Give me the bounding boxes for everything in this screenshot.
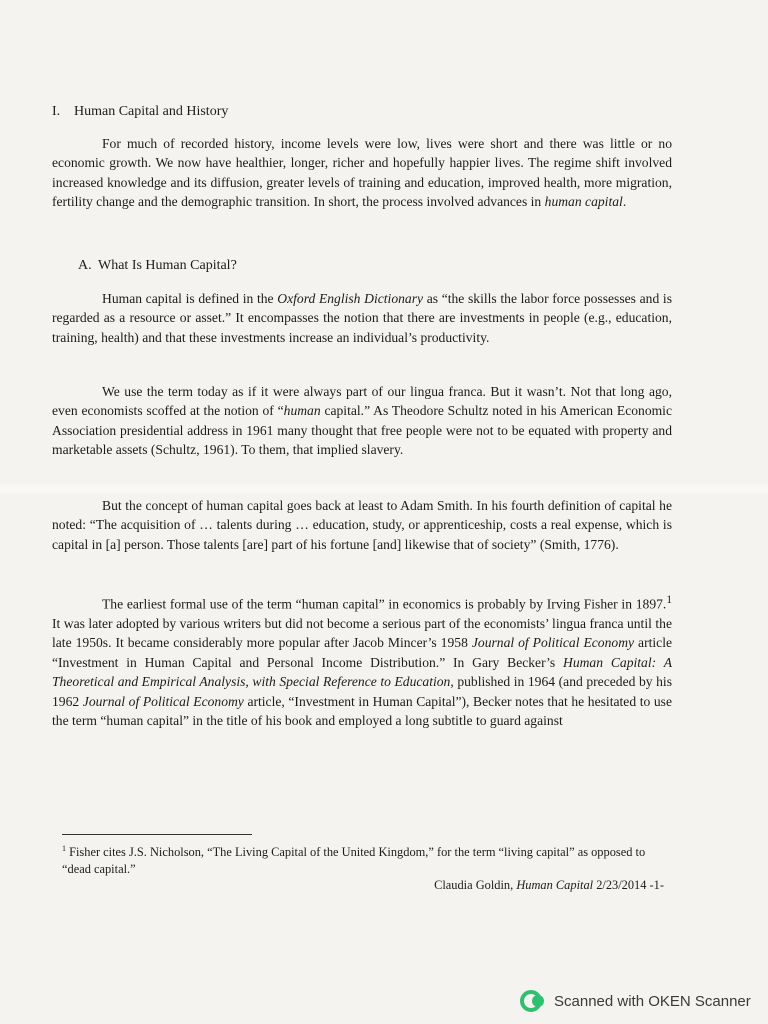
paragraph-2 (52, 289, 672, 347)
paragraph-5-emphasis-3: Journal of Political Economy (82, 693, 244, 709)
footnote-mark: 1 (62, 844, 66, 853)
oken-scanner-logo-icon (520, 990, 546, 1012)
paragraph-1-emphasis: human capital (544, 194, 623, 210)
paragraph-5-emphasis-2: Human Capital: A Theoretical and Empirical Analysis, with Special Reference to Education (52, 654, 672, 690)
footnote (62, 840, 674, 878)
paragraph-5-text-b: It was later adopted by various writers but did not become a serious part of the economists’ lingua franca until the late 1950s. It became considerably more popular after Jacob Mincer’s 1958 (52, 615, 672, 651)
paragraph-2-emphasis: Oxford English Dictionary (277, 291, 424, 306)
paragraph-5-text-e: article, “Investment in Human Capital”), Becker notes that he hesitated to use the term “human capital” in the title of his book and employed a long subtitle to guard against (52, 693, 673, 728)
paragraph-5-text-a: The earliest formal use of the term “human capital” in economics is probably by Irving Fisher in 1897. (102, 596, 667, 612)
paragraph-2-text-a: Human capital is defined in the (102, 291, 278, 306)
footer-title: Human Capital (516, 878, 594, 892)
footer-author: Claudia Goldin, (434, 878, 517, 892)
paragraph-3-text-a: We use the term today as if it were always part of our lingua franca. But it wasn’t. Not that long ago, even economists scoffed at the notion of “ (52, 384, 672, 419)
scanner-label: Scanned with OKEN Scanner (554, 992, 751, 1010)
paragraph-5-emphasis-1: Journal of Political Economy (471, 635, 635, 651)
subsection-heading (78, 258, 237, 274)
footnote-reference[interactable]: 1 (666, 594, 672, 606)
footnote-divider (62, 834, 252, 835)
section-title: Human Capital and History (74, 104, 229, 119)
paragraph-2-text-b: as “the skills the labor force possesses and is regarded as a resource or asset.” It encompasses the notion that there are investments in people (e.g., education, training, health) and that these investments increase an individual’s productivity. (52, 291, 672, 345)
paragraph-5-text-d: , published in 1964 (and preceded by his 1962 (52, 674, 672, 709)
paragraph-3-emphasis: human (283, 403, 321, 419)
paragraph-1-text: For much of recorded history, income levels were low, lives were short and there was little or no economic growth. We now have healthier, longer, richer and hopefully happier lives. The regime shift involved increased knowledge and its diffusion, greater levels of training and education, improved health, more migration, fertility change and the demographic transition. In short, the process involved advances in (52, 136, 672, 210)
paragraph-4: But the concept of human capital goes back at least to Adam Smith. In his fourth definition of capital he noted: “The acquisition of … talents during … education, study, or apprenticeship, costs a real expense, which is capital in [a] person. Those talents [are] part of his fortune [and] likewise that of society” (Smith, 1776). (52, 498, 672, 552)
paragraph-5 (52, 591, 672, 730)
footnote-text: Fisher cites J.S. Nicholson, “The Living Capital of the United Kingdom,” for the term “living capital” as opposed to “dead capital.” (62, 845, 646, 877)
paragraph-1-end: . (622, 194, 627, 210)
subsection-title: What Is Human Capital? (98, 258, 237, 273)
paragraph-5-text-c: article “Investment in Human Capital and Personal Income Distribution.” In Gary Becker’s (52, 635, 673, 670)
paragraph-3-text-b: capital.” As Theodore Schultz noted in his American Economic Association presidential address in 1961 many thought that free people were not to be equated with property and marketable assets (Schultz, 1961). To them, that implied slavery. (52, 403, 672, 458)
page-fold-shadow (0, 482, 768, 496)
page-footer (434, 878, 664, 893)
paragraph-3 (52, 382, 672, 460)
footer-date-page: 2/23/2014 -1- (593, 878, 664, 892)
section-heading (52, 104, 228, 120)
section-number: I. (52, 104, 61, 119)
scanner-watermark (520, 990, 751, 1012)
paragraph-1 (52, 134, 672, 212)
subsection-letter: A. (78, 258, 92, 273)
